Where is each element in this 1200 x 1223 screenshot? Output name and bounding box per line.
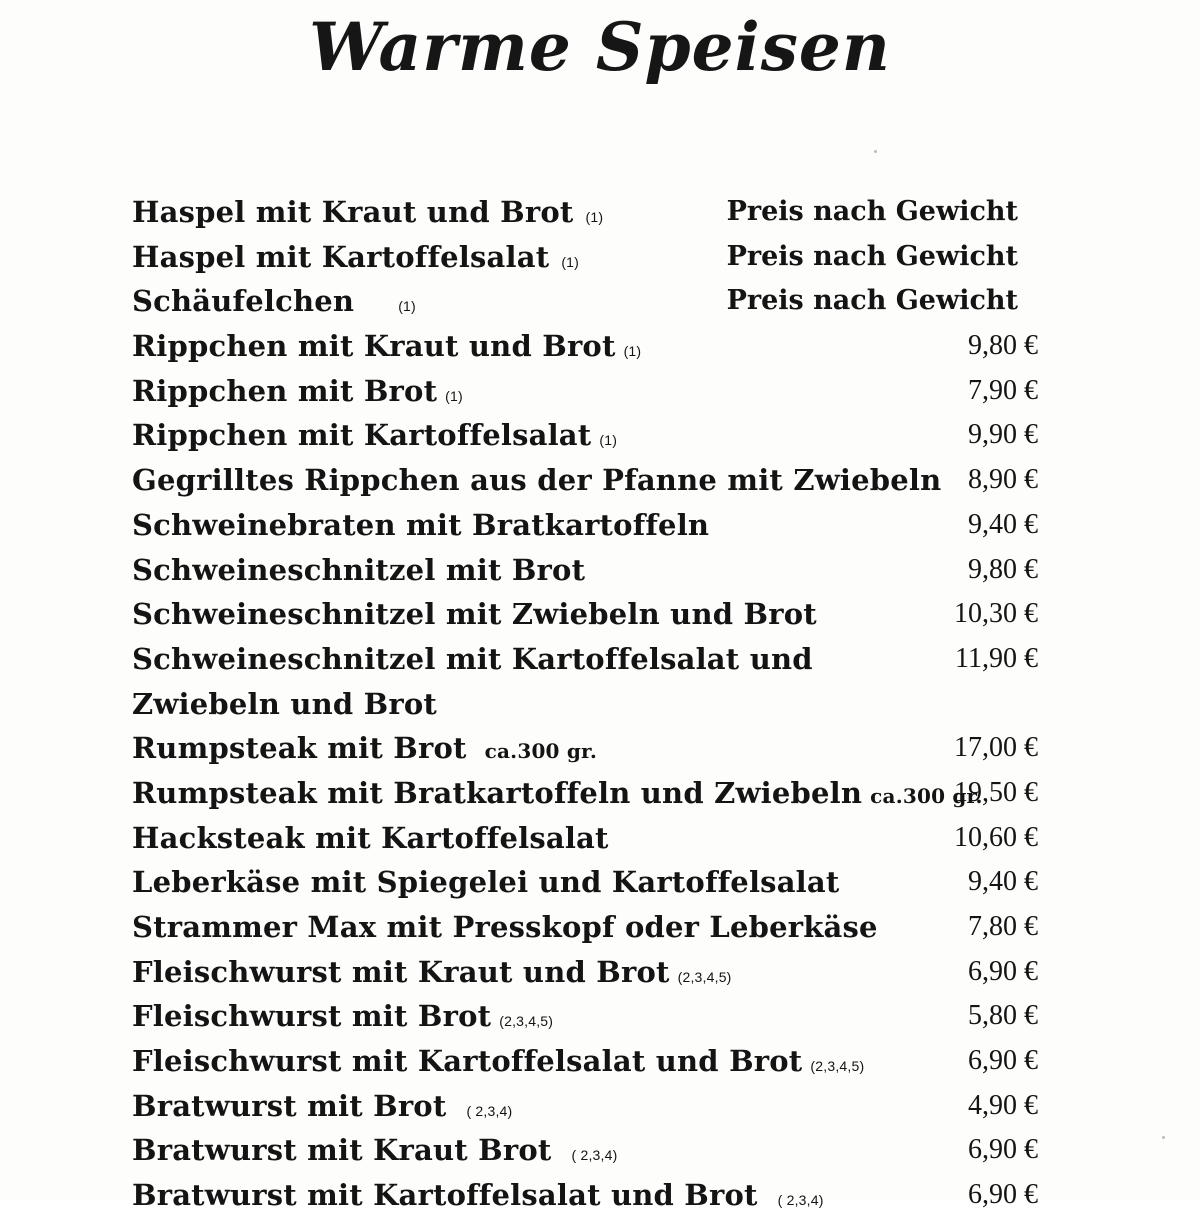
dish-name: Rippchen mit Kartoffelsalat (1) — [132, 418, 618, 453]
additive-note: ( 2,3,4) — [466, 1102, 513, 1119]
menu-item — [132, 816, 1052, 861]
menu-item-continuation — [132, 682, 1052, 727]
additive-note: ( 2,3,4) — [571, 1147, 618, 1164]
menu-item — [132, 458, 1052, 503]
dish-name: Rumpsteak mit Bratkartoffeln und Zwiebeln ca.300 gr. — [132, 775, 983, 810]
dish-price: 6,90 € — [968, 1179, 1038, 1211]
dish-name: Fleischwurst mit Brot (2,3,4,5) — [132, 999, 554, 1034]
additive-note: ( 2,3,4) — [777, 1192, 824, 1209]
dish-name: Haspel mit Kraut und Brot (1) — [132, 195, 604, 229]
dish-name: Schweineschnitzel mit Brot — [132, 552, 586, 587]
menu-item — [132, 503, 1052, 548]
menu-item — [132, 279, 1052, 324]
dish-name: Zwiebeln und Brot — [132, 686, 437, 721]
weight-note: ca.300 gr. — [484, 739, 598, 764]
additive-note: (1) — [561, 253, 580, 270]
dish-name: Bratwurst mit Kartoffelsalat und Brot ( 2,3,4) — [132, 1178, 824, 1213]
dish-price: Preis nach Gewicht — [726, 196, 1018, 227]
dish-name: Schweineschnitzel mit Kartoffelsalat und — [132, 641, 813, 676]
menu-item — [132, 1084, 1052, 1129]
dish-price: 9,80 € — [968, 330, 1038, 362]
menu-item — [132, 413, 1052, 458]
dish-price: 4,90 € — [968, 1089, 1038, 1121]
additive-note: (2,3,4,5) — [677, 968, 732, 985]
menu-item — [132, 369, 1052, 414]
weight-note: ca.300 gr. — [870, 783, 983, 808]
dish-price: 9,90 € — [968, 419, 1038, 451]
menu-item — [132, 950, 1052, 995]
dish-price: 8,90 € — [968, 464, 1038, 496]
menu-item — [132, 235, 1052, 280]
dish-name: Hacksteak mit Kartoffelsalat — [132, 820, 609, 855]
menu-item — [132, 1039, 1052, 1084]
dish-name: Fleischwurst mit Kartoffelsalat und Brot (2,3,4,5) — [132, 1044, 865, 1079]
dish-price: 7,90 € — [968, 374, 1038, 406]
additive-note: (2,3,4,5) — [810, 1058, 865, 1075]
dish-price: 6,90 € — [968, 1045, 1038, 1077]
menu-item — [132, 190, 1052, 235]
dish-price: 19,50 € — [954, 776, 1038, 808]
dish-name: Strammer Max mit Presskopf oder Leberkäse — [132, 910, 878, 944]
menu-item — [132, 592, 1052, 637]
additive-note: (1) — [623, 343, 642, 360]
dish-price: Preis nach Gewicht — [726, 240, 1018, 272]
dish-name: Rumpsteak mit Brot ca.300 gr. — [132, 731, 598, 766]
dish-name: Gegrilltes Rippchen aus der Pfanne mit Zwiebeln — [132, 463, 942, 498]
dish-name: Leberkäse mit Spiegelei und Kartoffelsalat — [132, 865, 840, 900]
menu-item — [132, 324, 1052, 369]
dish-price: 10,30 € — [954, 598, 1038, 630]
dish-price: 6,90 € — [968, 955, 1038, 987]
dish-price: 11,90 € — [955, 642, 1038, 674]
menu-item — [132, 637, 1052, 682]
dish-name: Rippchen mit Kraut und Brot (1) — [132, 329, 642, 364]
dish-name: Bratwurst mit Kraut Brot ( 2,3,4) — [132, 1133, 618, 1168]
menu-item — [132, 1173, 1052, 1218]
dish-price: 17,00 € — [954, 732, 1038, 764]
dish-name: Bratwurst mit Brot ( 2,3,4) — [132, 1088, 513, 1123]
page-title: Warme Speisen — [309, 8, 891, 86]
dish-name: Schäufelchen (1) — [132, 284, 416, 319]
dish-price: 9,40 € — [968, 508, 1038, 540]
additive-note: (1) — [398, 298, 416, 315]
additive-note: (1) — [599, 432, 618, 449]
menu-item — [132, 726, 1052, 771]
scan-speck — [874, 150, 877, 153]
menu-item — [132, 860, 1052, 905]
dish-name: Schweinebraten mit Bratkartoffeln — [132, 507, 710, 542]
dish-price: 7,80 € — [968, 911, 1038, 942]
menu-item — [132, 994, 1052, 1039]
dish-price: 9,40 € — [968, 866, 1038, 898]
additive-note: (2,3,4,5) — [499, 1013, 554, 1030]
dish-name: Schweineschnitzel mit Zwiebeln und Brot — [132, 597, 817, 632]
dish-price: 10,60 € — [954, 821, 1038, 853]
menu-item — [132, 905, 1052, 950]
scan-speck — [1162, 1136, 1165, 1139]
dish-price: Preis nach Gewicht — [726, 285, 1018, 317]
additive-note: (1) — [445, 387, 463, 404]
menu-item — [132, 771, 1052, 816]
menu-item — [132, 548, 1052, 593]
dish-price: 6,90 € — [968, 1134, 1038, 1166]
dish-name: Fleischwurst mit Kraut und Brot (2,3,4,5) — [132, 954, 732, 989]
dish-price: 9,80 € — [968, 553, 1038, 585]
additive-note: (1) — [585, 209, 604, 225]
menu-item — [132, 1128, 1052, 1173]
menu-list — [132, 190, 1052, 1218]
dish-name: Rippchen mit Brot (1) — [132, 373, 463, 408]
dish-name: Haspel mit Kartoffelsalat (1) — [132, 239, 580, 274]
dish-price: 5,80 € — [968, 1000, 1038, 1032]
